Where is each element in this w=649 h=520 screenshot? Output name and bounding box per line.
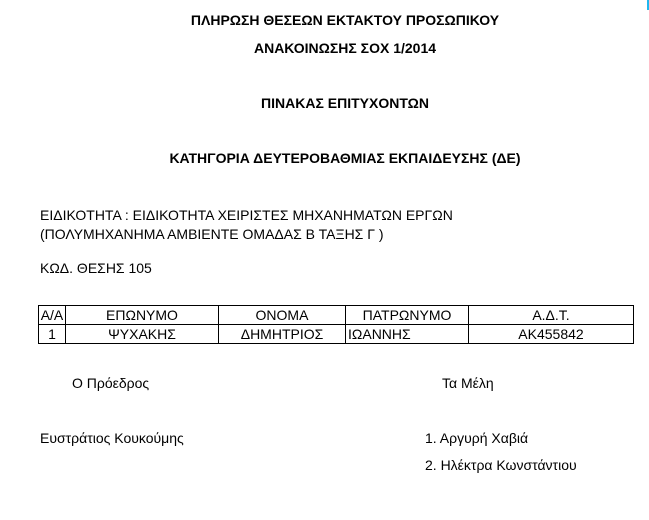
cell-name: ΔΗΜΗΤΡΙΟΣ [219,325,346,344]
header-cell: Α.Δ.Τ. [469,306,634,325]
header-cell: Α/Α [39,306,66,325]
member-1: 1. Αργυρή Χαβιά [425,430,529,446]
header-line-4: ΚΑΤΗΓΟΡΙΑ ΔΕΥΤΕΡΟΒΑΘΜΙΑΣ ΕΚΠΑΙΔΕΥΣΗΣ (ΔΕ) [169,150,521,166]
member-2: 2. Ηλέκτρα Κωνστάντιου [425,457,577,473]
members-label: Τα Μέλη [442,375,494,391]
header-line-3: ΠΙΝΑΚΑΣ ΕΠΙΤΥΧΟΝΤΩΝ [261,95,429,111]
specialty-line-2: (ΠΟΛΥΜΗΧΑΝΗΜΑ ΑΜΒΙΕΝΤΕ ΟΜΑΔΑΣ Β ΤΑΞΗΣ Γ ) [40,226,384,242]
specialty-line-1: ΕΙΔΙΚΟΤΗΤΑ : ΕΙΔΙΚΟΤΗΤΑ ΧΕΙΡΙΣΤΕΣ ΜΗΧΑΝΗΜΑΤΩΝ ΕΡΓΩΝ [40,207,453,223]
header-cell: ΕΠΩΝΥΜΟ [66,306,219,325]
cell-index: 1 [39,325,66,344]
position-code: ΚΩΔ. ΘΕΣΗΣ 105 [40,260,152,276]
cell-id: ΑΚ455842 [469,325,634,344]
results-table [38,305,634,344]
cell-patronymic: ΙΩΑΝΝΗΣ [346,325,469,344]
cell-surname: ΨΥΧΑΚΗΣ [66,325,219,344]
header-cell: ΠΑΤΡΩΝΥΜΟ [346,306,469,325]
table-header-row [39,306,634,325]
header-line-1: ΠΛΗΡΩΣΗ ΘΕΣΕΩΝ ΕΚΤΑΚΤΟΥ ΠΡΟΣΩΠΙΚΟΥ [190,12,500,28]
president-name: Ευστράτιος Κουκούμης [40,430,184,446]
president-label: Ο Πρόεδρος [72,375,150,391]
table-row [39,325,634,344]
header-cell: ΟΝΟΜΑ [219,306,346,325]
header-line-2: ΑΝΑΚΟΙΝΩΣΗΣ ΣΟΧ 1/2014 [253,40,437,56]
